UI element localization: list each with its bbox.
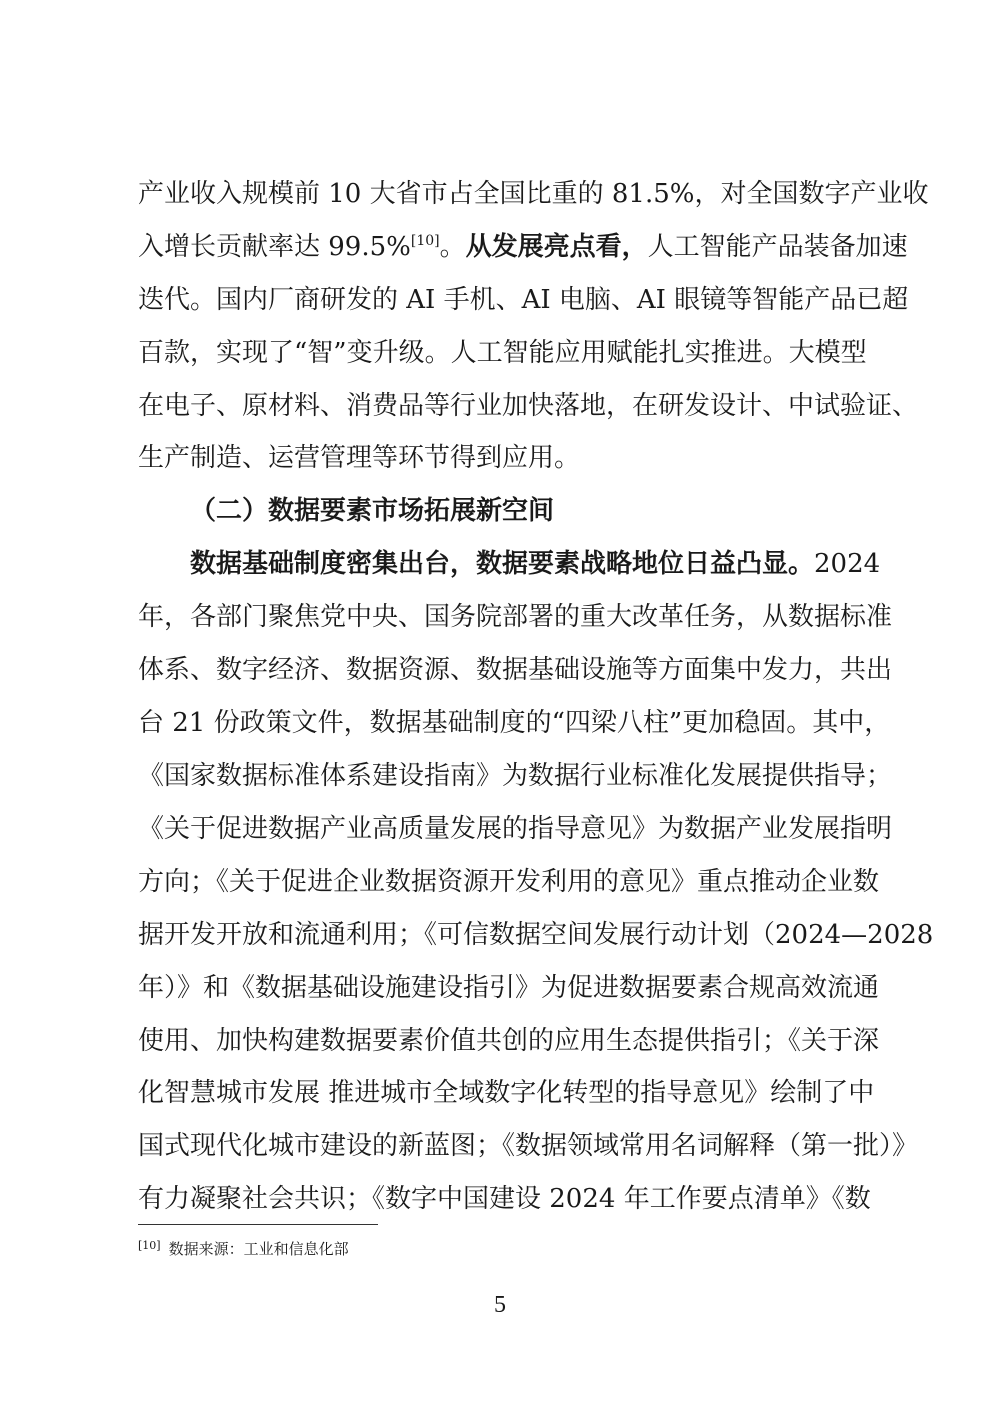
body-line: 迭代。国内厂商研发的 AI 手机、AI 电脑、AI 眼镜等智能产品已超 — [138, 285, 909, 315]
body-line: 台 21 份政策文件，数据基础制度的“四梁八柱”更加稳固。其中， — [138, 708, 891, 738]
footnote-marker: [10] — [138, 1239, 161, 1252]
body-line: 体系、数字经济、数据资源、数据基础设施等方面集中发力，共出 — [138, 655, 893, 685]
footnote-divider — [138, 1224, 378, 1225]
body-line: 生产制造、运营管理等环节得到应用。 — [138, 443, 581, 473]
footnote-text: 数据来源：工业和信息化部 — [168, 1240, 349, 1258]
body-line: 据开发开放和流通利用；《可信数据空间发展行动计划（2024—2028 — [138, 920, 934, 950]
body-line: 百款，实现了“智”变升级。人工智能应用赋能扎实推进。大模型 — [138, 338, 867, 368]
body-line: 《国家数据标准体系建设指南》为数据行业标准化发展提供指导； — [138, 761, 893, 791]
body-line: 使用、加快构建数据要素价值共创的应用生态提供指引；《关于深 — [138, 1026, 880, 1056]
section-heading: （二）数据要素市场拓展新空间 — [190, 496, 555, 526]
body-line: 在电子、原材料、消费品等行业加快落地，在研发设计、中试验证、 — [138, 391, 919, 421]
text-span: 。 — [439, 232, 466, 262]
body-line: 年）》和《数据基础设施建设指引》为促进数据要素合规高效流通 — [138, 973, 880, 1003]
body-line: 有力凝聚社会共识；《数字中国建设 2024 年工作要点清单》《数 — [138, 1184, 871, 1214]
body-line: 方向；《关于促进企业数据资源开发利用的意见》重点推动企业数 — [138, 867, 880, 897]
body-line: 国式现代化城市建设的新蓝图；《数据领域常用名词解释（第一批）》 — [138, 1131, 919, 1161]
body-line — [138, 229, 908, 265]
body-line: 《关于促进数据产业高质量发展的指导意见》为数据产业发展指明 — [138, 814, 893, 844]
page-number: 5 — [494, 1292, 506, 1318]
bold-lead-phrase: 数据基础制度密集出台，数据要素战略地位日益凸显。 — [190, 549, 815, 579]
body-line: 化智慧城市发展 推进城市全域数字化转型的指导意见》绘制了中 — [138, 1078, 875, 1108]
body-line: 产业收入规模前 10 大省市占全国比重的 81.5%，对全国数字产业收 — [138, 179, 929, 209]
body-line: 年，各部门聚焦党中央、国务院部署的重大改革任务，从数据标准 — [138, 602, 893, 632]
text-span: 人工智能产品装备加速 — [647, 232, 908, 262]
footnote-ref[interactable]: [10] — [410, 233, 440, 249]
bold-lead-phrase: 从发展亮点看， — [465, 232, 648, 262]
text-span: 入增长贡献率达 99.5% — [138, 232, 411, 262]
footnote — [138, 1236, 349, 1259]
text-span: 2024 — [814, 549, 881, 579]
body-line — [190, 546, 881, 582]
